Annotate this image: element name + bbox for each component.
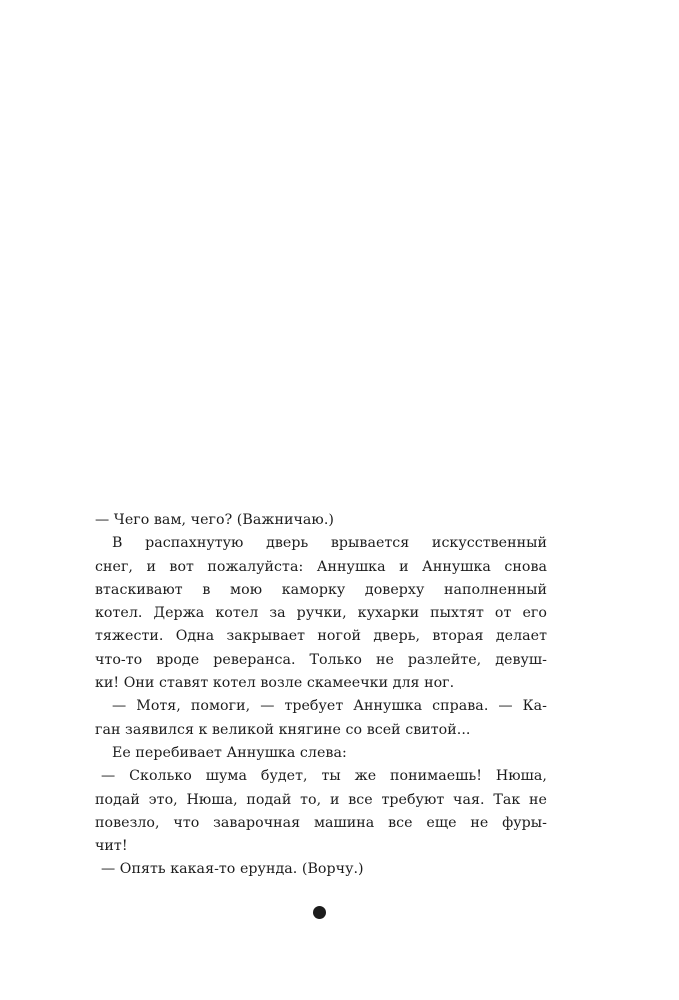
text-line: ки! Они ставят котел возле скамеечки для ног.	[95, 675, 455, 692]
page-bullet-marker	[313, 906, 326, 919]
text-line: — Сколько шума будет, ты же понимаешь! Нюша,	[101, 768, 547, 785]
text-line: Ее перебивает Аннушка слева:	[112, 744, 347, 761]
text-line: что-то вроде реверанса. Только не разлейте, девуш-	[95, 651, 547, 668]
text-line: чит!	[95, 838, 128, 855]
text-line: — Чего вам, чего? (Важничаю.)	[95, 512, 334, 528]
text-line: В распахнутую дверь врывается искусственный	[112, 535, 547, 552]
text-line: ган заявился к великой княгине со всей свитой...	[95, 721, 471, 738]
text-line: повезло, что заварочная машина все еще не фуры-	[95, 814, 547, 831]
text-line: втаскивают в мою каморку доверху наполненный	[95, 581, 547, 598]
text-line: — Мотя, помоги, — требует Аннушка справа. — Ка-	[112, 698, 547, 715]
body-text	[95, 509, 547, 882]
text-line: снег, и вот пожалуйста: Аннушка и Аннушка снова	[95, 558, 547, 575]
text-line: тяжести. Одна закрывает ногой дверь, вторая делает	[95, 628, 547, 645]
text-line: — Опять какая-то ерунда. (Ворчу.)	[101, 861, 364, 878]
text-line: подай это, Нюша, подай то, и все требуют чая. Так не	[95, 791, 547, 808]
text-line: котел. Держа котел за ручки, кухарки пыхтят от его	[95, 605, 547, 622]
